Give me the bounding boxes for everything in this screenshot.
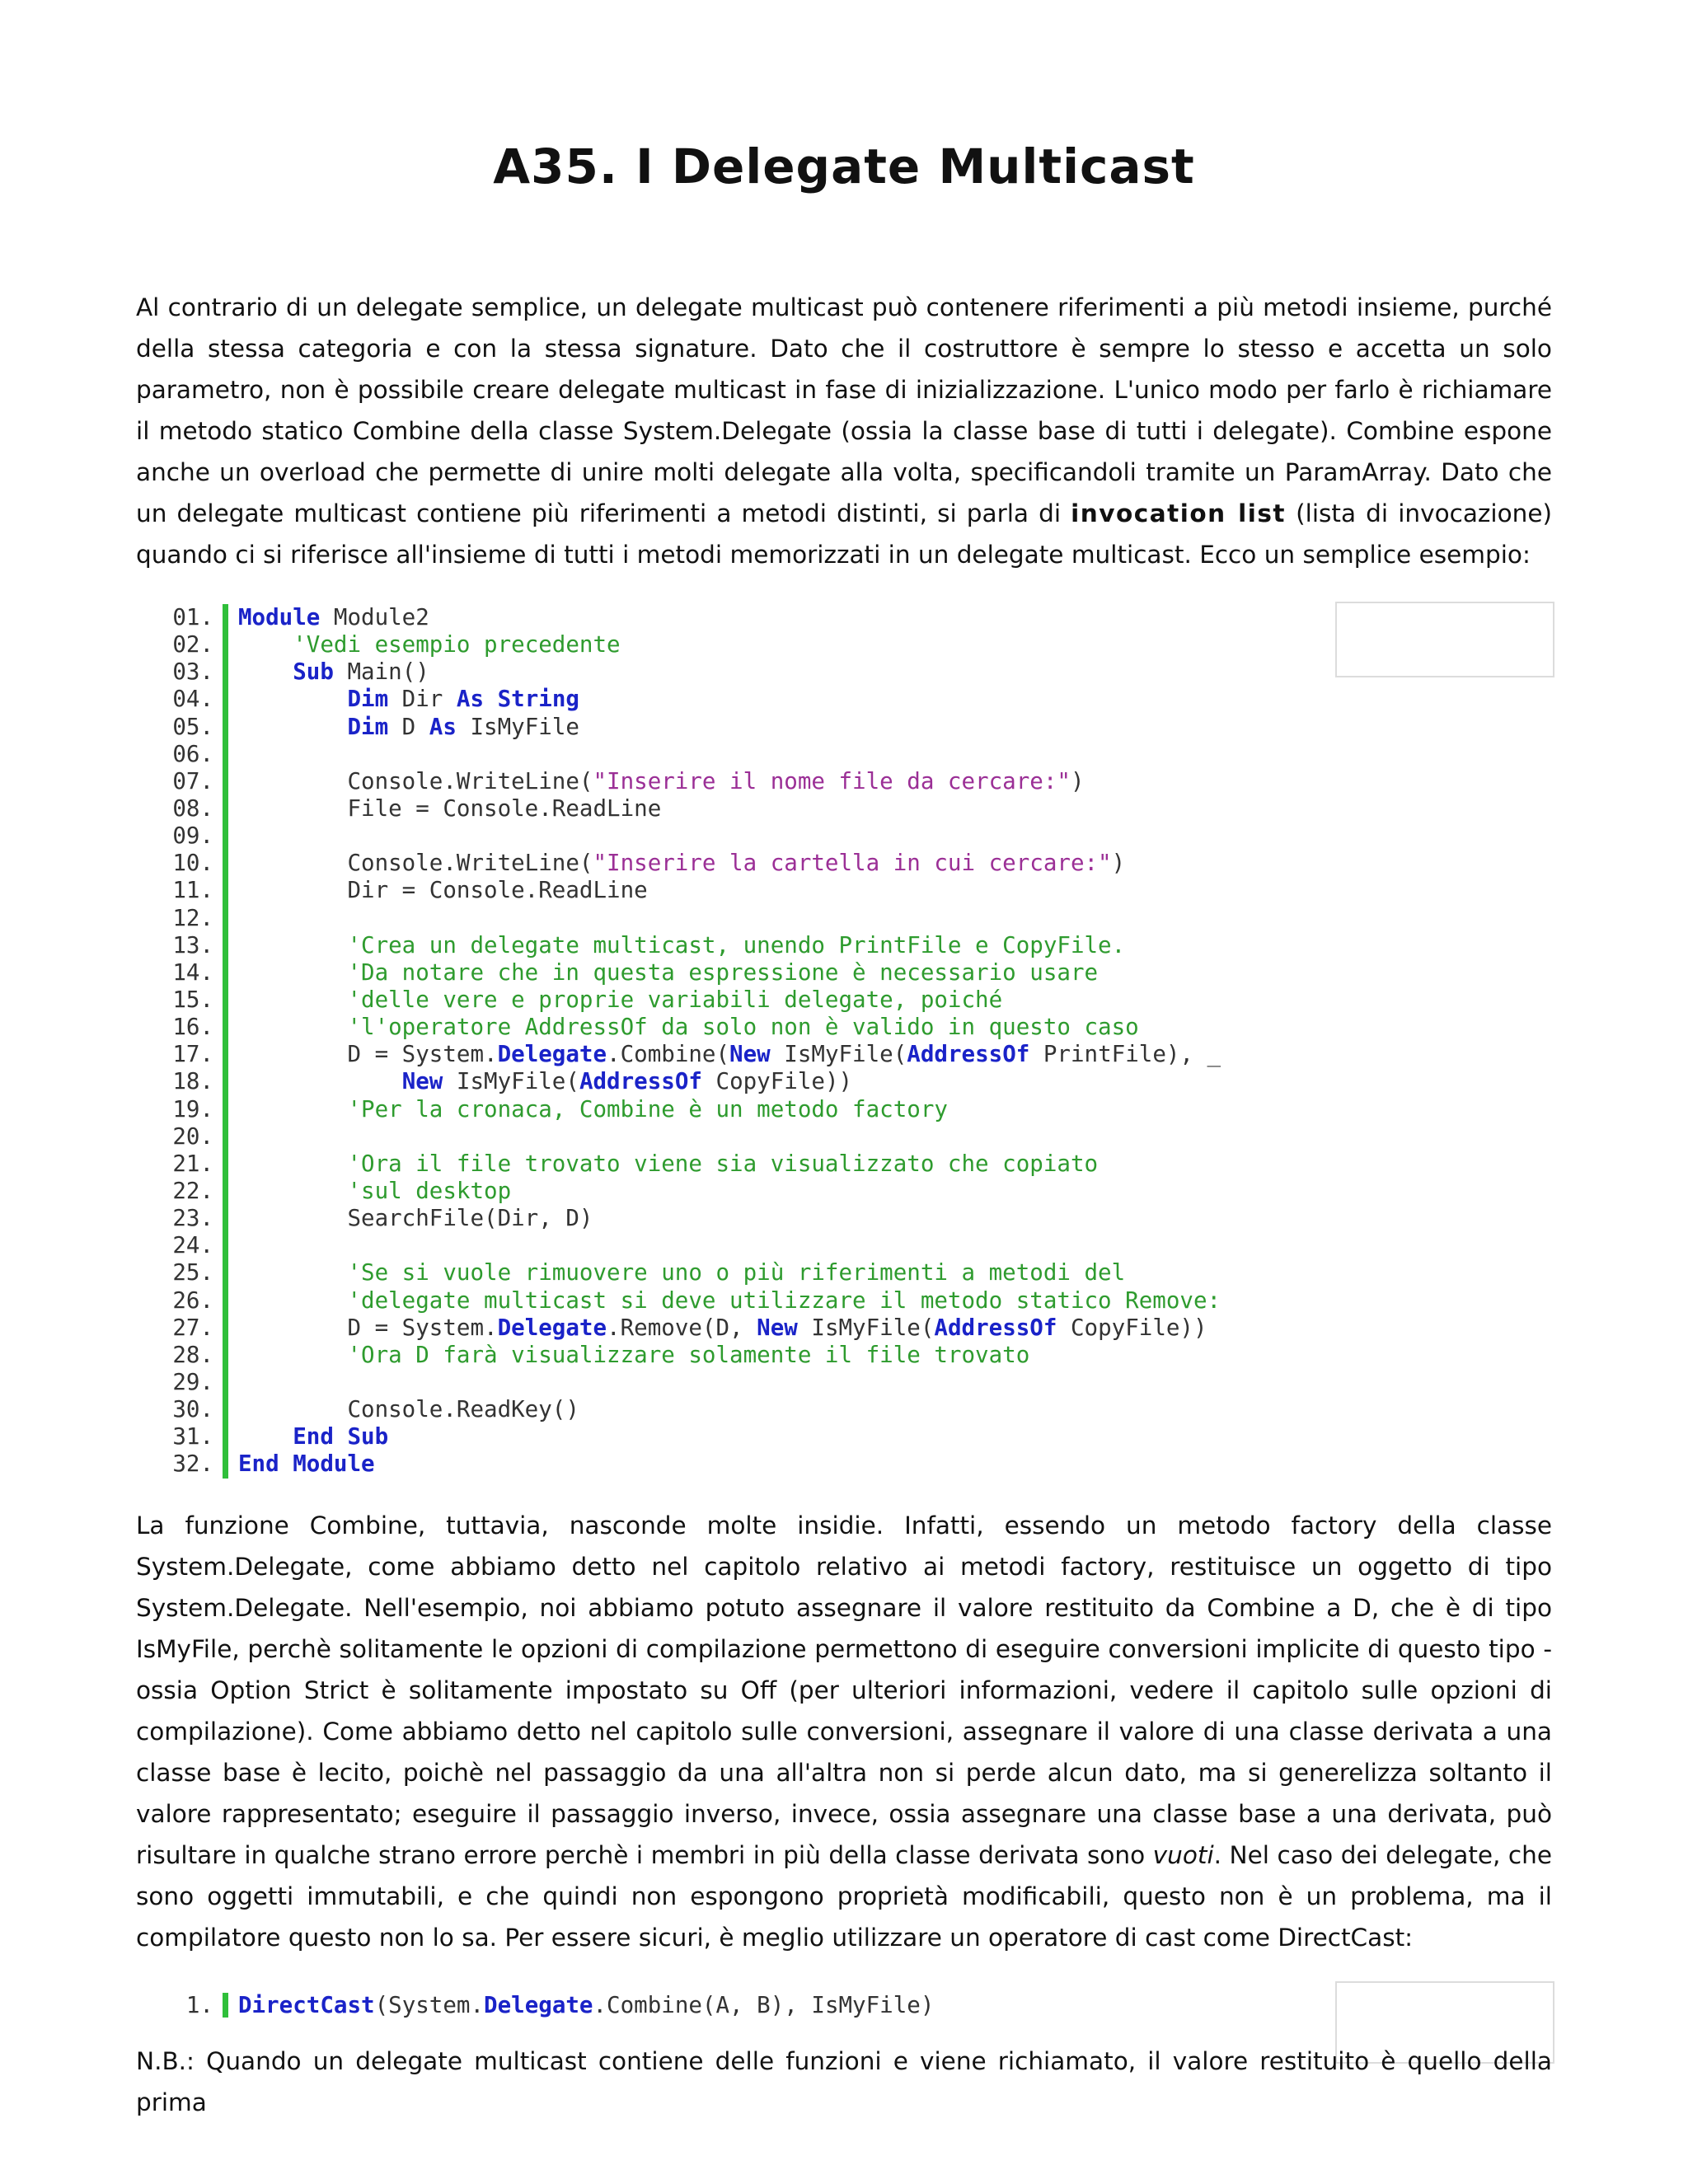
line-number: 03. bbox=[172, 658, 213, 686]
code-keyword: Delegate bbox=[497, 1041, 607, 1068]
code-line bbox=[161, 631, 1554, 658]
line-number: 25. bbox=[172, 1259, 213, 1286]
line-number: 08. bbox=[172, 794, 213, 822]
line-number: 14. bbox=[172, 958, 213, 986]
code-text: IsMyFile( bbox=[797, 1314, 935, 1341]
line-number: 15. bbox=[172, 986, 213, 1013]
code-line bbox=[161, 1205, 1554, 1232]
invocation-list-term: invocation list bbox=[1071, 499, 1287, 527]
line-number: 11. bbox=[172, 877, 213, 904]
line-number: 24. bbox=[172, 1232, 213, 1259]
line-number: 29. bbox=[172, 1368, 213, 1395]
code-line bbox=[161, 905, 1554, 932]
line-number: 16. bbox=[172, 1014, 213, 1041]
code-text: SearchFile(Dir, D) bbox=[347, 1205, 593, 1232]
line-number: 02. bbox=[172, 631, 213, 658]
code-text: .Remove(D, bbox=[607, 1314, 757, 1341]
line-number: 1. bbox=[185, 1992, 213, 2018]
line-number: 21. bbox=[172, 1150, 213, 1177]
code-line bbox=[161, 877, 1554, 904]
code-line bbox=[161, 1096, 1554, 1123]
line-number: 06. bbox=[172, 740, 213, 767]
code-keyword: New bbox=[729, 1041, 771, 1068]
code-line bbox=[161, 1259, 1554, 1286]
vuoti-term: vuoti bbox=[1152, 1841, 1214, 1869]
line-number: 04. bbox=[172, 686, 213, 713]
line-number: 19. bbox=[172, 1095, 213, 1122]
code-line bbox=[161, 1315, 1554, 1342]
code-text: Module2 bbox=[320, 604, 429, 630]
code-keyword: Dim bbox=[347, 713, 389, 740]
code-keyword: As bbox=[429, 713, 457, 740]
code-listing-1 bbox=[161, 604, 1554, 1479]
code-keyword: New bbox=[757, 1314, 798, 1341]
code-comment: 'Vedi esempio precedente bbox=[293, 631, 621, 658]
intro-text-1: Al contrario di un delegate semplice, un delegate multicast può contenere riferimenti a più metodi insieme, purché della stessa categoria e con la stessa signature. Dato che il costruttore è sempre lo stesso e accetta un solo parametro, non è possibile creare delegate multicast in fase di inizializzazione. L'unico modo per farlo è richiamare il metodo statico Combine della classe System.Delegate (ossia la classe base di tutti i delegate). Combine espone anche un overload che permette di unire molti delegate alla volta, specificandoli tramite un ParamArray. Dato che un delegate multicast contiene più riferimenti a metodi distinti, si parla di bbox=[136, 293, 1552, 527]
code-keyword: New bbox=[401, 1068, 443, 1095]
code-keyword: End bbox=[293, 1423, 334, 1451]
line-number: 27. bbox=[172, 1314, 213, 1341]
code-line bbox=[161, 1423, 1554, 1451]
code-text: .Combine( bbox=[607, 1041, 730, 1068]
code-string: "Inserire la cartella in cui cercare:" bbox=[593, 850, 1112, 877]
code-keyword: AddressOf bbox=[579, 1068, 702, 1095]
line-number: 30. bbox=[172, 1396, 213, 1423]
combine-paragraph bbox=[136, 1505, 1552, 1958]
code-line bbox=[161, 1986, 1554, 2024]
code-string: "Inserire il nome file da cercare:" bbox=[593, 767, 1071, 794]
intro-paragraph bbox=[136, 287, 1552, 575]
code-text: ) bbox=[1070, 767, 1085, 794]
code-keyword: Sub bbox=[333, 1423, 389, 1451]
code-keyword: Module bbox=[238, 604, 321, 630]
code-line bbox=[161, 1232, 1554, 1259]
code-text: D bbox=[388, 713, 429, 740]
line-number: 20. bbox=[172, 1122, 213, 1150]
code-keyword: DirectCast bbox=[238, 1992, 375, 2018]
code-line bbox=[161, 1014, 1554, 1041]
code-comment: 'delle vere e proprie variabili delegate, poiché bbox=[347, 986, 1003, 1013]
page-title: A35. I Delegate Multicast bbox=[493, 138, 1195, 194]
code-text: ) bbox=[1111, 850, 1126, 877]
code-line bbox=[161, 1041, 1554, 1068]
code-text: PrintFile), _ bbox=[1029, 1041, 1221, 1068]
code-line bbox=[161, 1369, 1554, 1396]
line-number: 18. bbox=[172, 1068, 213, 1095]
code-line bbox=[161, 1287, 1554, 1315]
code-comment: 'Ora D farà visualizzare solamente il file trovato bbox=[347, 1341, 1030, 1368]
code-text: CopyFile)) bbox=[1057, 1314, 1207, 1341]
code-text: D = System. bbox=[347, 1041, 498, 1068]
code-keyword: AddressOf bbox=[934, 1314, 1057, 1341]
code-keyword: Delegate bbox=[497, 1314, 607, 1341]
line-number: 32. bbox=[172, 1451, 213, 1478]
code-text: Console.WriteLine( bbox=[347, 767, 593, 794]
code-line bbox=[161, 741, 1554, 768]
code-comment: 'Se si vuole rimuovere uno o più riferimenti a metodi del bbox=[347, 1259, 1126, 1286]
combine-text-2: . Nel caso dei delegate, che sono oggetti immutabili, e che quindi non espongono proprietà modificabili, questo non è un problema, ma il compilatore questo non lo sa. Per essere sicuri, è meglio utilizzare un operatore di cast come DirectCast: bbox=[136, 1841, 1552, 1952]
code-comment: 'Per la cronaca, Combine è un metodo factory bbox=[347, 1095, 948, 1122]
code-text: Console.ReadKey() bbox=[347, 1396, 579, 1423]
line-number: 31. bbox=[172, 1423, 213, 1451]
code-keyword: AddressOf bbox=[907, 1041, 1030, 1068]
code-line bbox=[161, 1068, 1554, 1095]
code-keyword: End bbox=[238, 1451, 279, 1478]
code-line bbox=[161, 959, 1554, 987]
line-number: 28. bbox=[172, 1341, 213, 1368]
intro-text-2: (lista di invocazione) quando ci si riferisce all'insieme di tutti i metodi memorizzati in un delegate multicast. Ecco un semplice esempio: bbox=[136, 499, 1553, 569]
line-number: 01. bbox=[172, 604, 213, 630]
code-line bbox=[161, 768, 1554, 795]
code-comment: 'Da notare che in questa espressione è necessario usare bbox=[347, 958, 1099, 986]
code-keyword: Delegate bbox=[484, 1992, 593, 2018]
code-comment: 'Crea un delegate multicast, unendo PrintFile e CopyFile. bbox=[347, 931, 1126, 958]
code-keyword: Module bbox=[279, 1451, 375, 1478]
code-line bbox=[161, 1151, 1554, 1178]
code-line bbox=[161, 604, 1554, 631]
code-comment: 'sul desktop bbox=[347, 1177, 512, 1204]
code-line bbox=[161, 850, 1554, 877]
code-text: D = System. bbox=[347, 1314, 498, 1341]
code-text: IsMyFile( bbox=[443, 1068, 579, 1095]
code-line bbox=[161, 1123, 1554, 1151]
code-keyword: String bbox=[484, 686, 579, 713]
code-keyword: As bbox=[456, 686, 485, 713]
code-text: (System. bbox=[374, 1992, 485, 2018]
code-comment: 'delegate multicast si deve utilizzare il metodo statico Remove: bbox=[347, 1286, 1221, 1314]
code-comment: 'l'operatore AddressOf da solo non è valido in questo caso bbox=[347, 1014, 1139, 1041]
code-text: .Combine(A, B), IsMyFile) bbox=[593, 1992, 935, 2018]
line-number: 10. bbox=[172, 850, 213, 877]
line-number: 12. bbox=[172, 904, 213, 931]
line-number: 09. bbox=[172, 823, 213, 850]
code-text: File = Console.ReadLine bbox=[347, 794, 662, 822]
code-listing-2 bbox=[161, 1986, 1554, 2024]
code-text: IsMyFile bbox=[456, 713, 579, 740]
code-comment: 'Ora il file trovato viene sia visualizzato che copiato bbox=[347, 1150, 1099, 1177]
code-line bbox=[161, 1396, 1554, 1423]
code-text: Main() bbox=[333, 658, 429, 686]
code-text: Dir = Console.ReadLine bbox=[347, 877, 648, 904]
code-line bbox=[161, 1178, 1554, 1205]
code-line bbox=[161, 795, 1554, 823]
code-line bbox=[161, 1342, 1554, 1369]
line-number: 17. bbox=[172, 1041, 213, 1068]
line-number: 26. bbox=[172, 1286, 213, 1314]
code-line bbox=[161, 823, 1554, 850]
code-text: Dir bbox=[388, 686, 457, 713]
code-keyword: Dim bbox=[347, 686, 389, 713]
code-line bbox=[161, 987, 1554, 1014]
code-keyword: Sub bbox=[293, 658, 334, 686]
code-line bbox=[161, 686, 1554, 713]
line-number: 05. bbox=[172, 713, 213, 740]
code-text: CopyFile)) bbox=[701, 1068, 853, 1095]
code-line bbox=[161, 1451, 1554, 1478]
line-number: 13. bbox=[172, 931, 213, 958]
code-line bbox=[161, 658, 1554, 686]
code-text: Console.WriteLine( bbox=[347, 850, 593, 877]
code-text: IsMyFile( bbox=[770, 1041, 907, 1068]
line-number: 22. bbox=[172, 1177, 213, 1204]
code-line bbox=[161, 714, 1554, 741]
code-line bbox=[161, 932, 1554, 959]
line-number: 23. bbox=[172, 1205, 213, 1232]
combine-text-1: La funzione Combine, tuttavia, nasconde molte insidie. Infatti, essendo un metodo factory della classe System.Delegate, come abbiamo detto nel capitolo relativo ai metodi factory, restituisce un oggetto di tipo System.Delegate. Nell'esempio, noi abbiamo potuto assegnare il valore restituito da Combine a D, che è di tipo IsMyFile, perchè solitamente le opzioni di compilazione permettono di eseguire conversioni implicite di questo tipo - ossia Option Strict è solitamente impostato su Off (per ulteriori informazioni, vedere il capitolo sulle opzioni di compilazione). Come abbiamo detto nel capitolo sulle conversioni, assegnare il valore di una classe derivata a una classe base è lecito, poichè nel passaggio da una all'altra non si perde alcun dato, ma si generelizza soltanto il valore rappresentato; eseguire il passaggio inverso, invece, ossia assegnare una classe base a una derivata, può risultare in qualche strano errore perchè i membri in più della classe derivata sono bbox=[136, 1511, 1552, 1869]
line-number: 07. bbox=[172, 767, 213, 794]
nb-paragraph: N.B.: Quando un delegate multicast contiene delle funzioni e viene richiamato, il valore restituito è quello della prima bbox=[136, 2047, 1552, 2116]
